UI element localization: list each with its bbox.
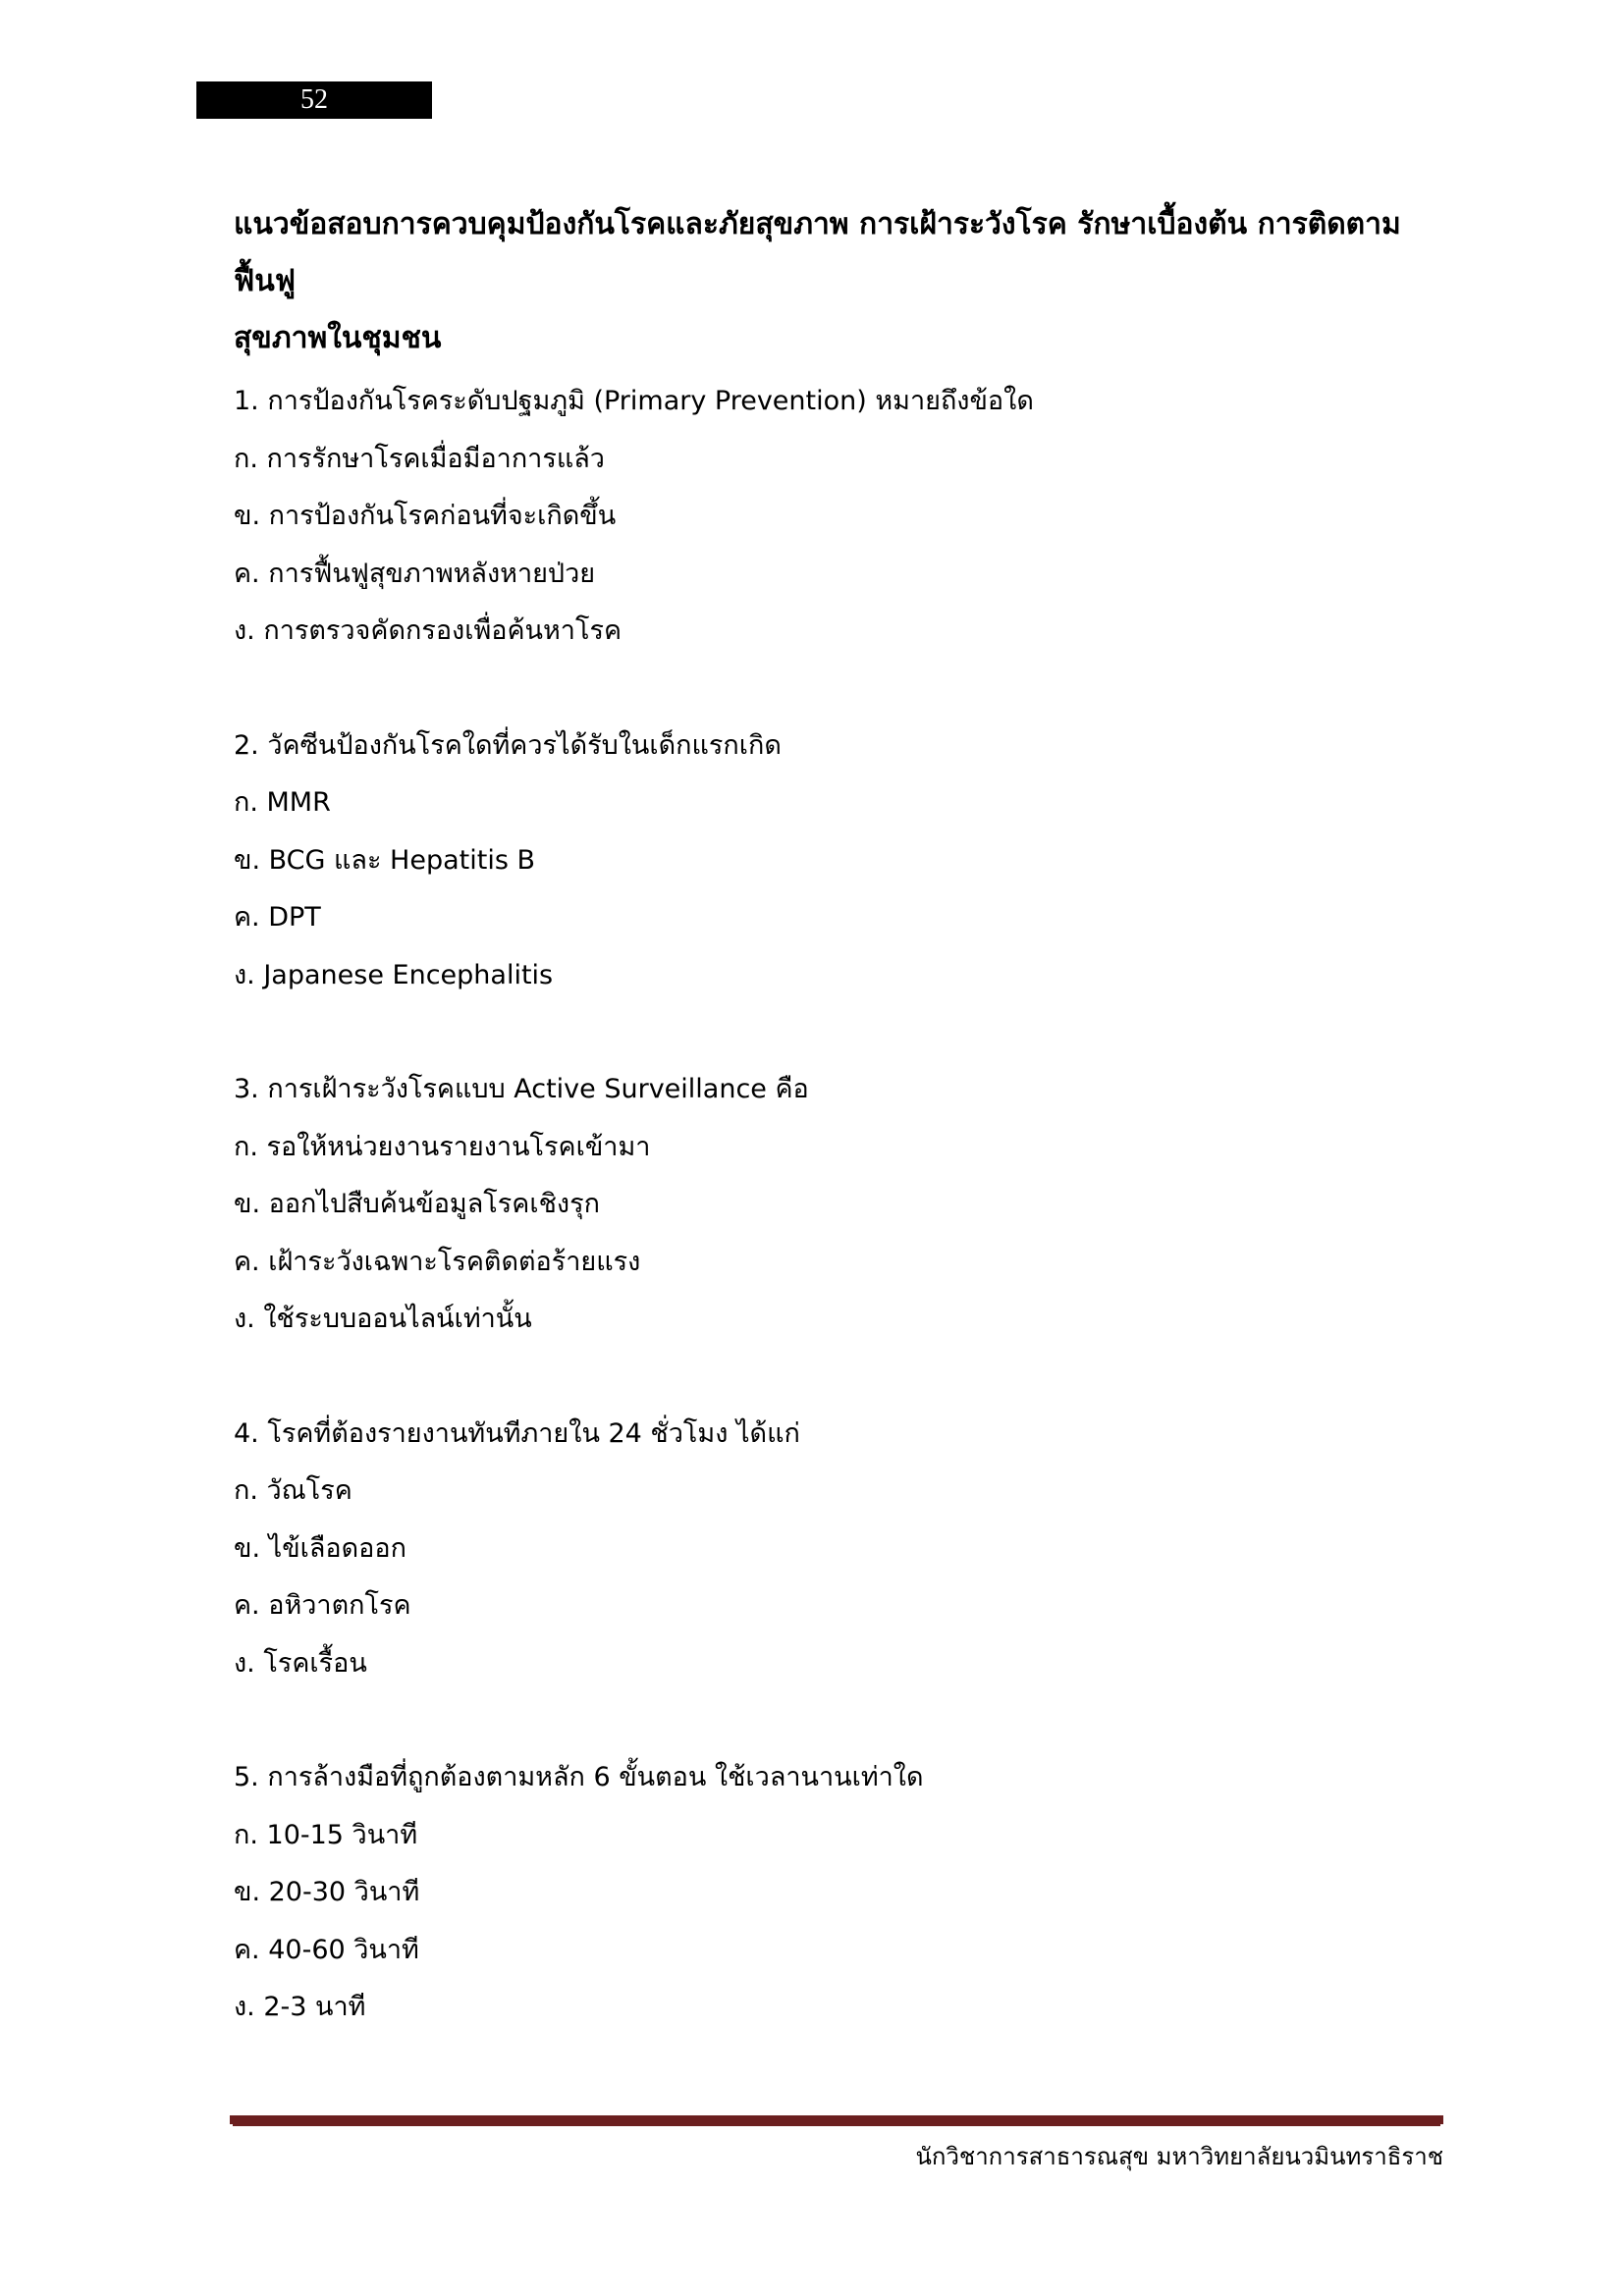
answer-option: ก. รอให้หน่วยงานรายงานโรคเข้ามา (234, 1131, 651, 1162)
answer-option: ข. 20-30 วินาที (234, 1877, 420, 1907)
page-number: 52 (196, 81, 432, 119)
question-text: 2. วัคซีนป้องกันโรคใดที่ควรได้รับในเด็กแรกเกิด (234, 729, 782, 761)
answer-option: ค. เฝ้าระวังเฉพาะโรคติดต่อร้ายแรง (234, 1246, 641, 1277)
answer-option: ข. ไข้เลือดออก (234, 1532, 406, 1564)
answer-option: ก. วัณโรค (234, 1475, 352, 1506)
answer-option: ก. MMR (234, 787, 331, 818)
question-5 (234, 1749, 1451, 2037)
footer-divider (230, 2115, 1443, 2124)
question-text: 4. โรคที่ต้องรายงานทันทีภายใน 24 ชั่วโมง ได้แก่ (234, 1417, 800, 1449)
question-text: 1. การป้องกันโรคระดับปฐมภูมิ (Primary Prevention) หมายถึงข้อใด (234, 386, 1034, 416)
answer-option: ค. การฟื้นฟูสุขภาพหลังหายป่วย (234, 558, 596, 589)
answer-option: ข. การป้องกันโรคก่อนที่จะเกิดขึ้น (234, 501, 617, 531)
question-4 (234, 1406, 1451, 1693)
answer-option: ค. DPT (234, 902, 321, 933)
page-title (234, 196, 1451, 367)
answer-option: ค. 40-60 วินาที (234, 1934, 419, 1965)
answer-option: ก. 10-15 วินาที (234, 1819, 418, 1850)
answer-option: ง. 2-3 นาที (234, 1992, 366, 2022)
answer-option: ค. อหิวาตกโรค (234, 1590, 411, 1621)
answer-option: ข. BCG และ Hepatitis B (234, 844, 536, 876)
question-list (234, 373, 1451, 2094)
answer-option: ง. ใช้ระบบออนไลน์เท่านั้น (234, 1304, 532, 1334)
question-3 (234, 1061, 1451, 1349)
answer-option: ง. Japanese Encephalitis (234, 959, 554, 990)
answer-option: ก. การรักษาโรคเมื่อมีอาการแล้ว (234, 443, 605, 474)
answer-option: ข. ออกไปสืบค้นข้อมูลโรคเชิงรุก (234, 1189, 600, 1219)
question-text: 5. การล้างมือที่ถูกต้องตามหลัก 6 ขั้นตอน ใช้เวลานานเท่าใด (234, 1762, 924, 1792)
footer-text: นักวิชาการสาธารณสุข มหาวิทยาลัยนวมินทราธิราช (915, 2143, 1443, 2170)
page-title-line-1: แนวข้อสอบการควบคุมป้องกันโรคและภัยสุขภาพ การเฝ้าระวังโรค รักษาเบื้องต้น การติดตามฟื้นฟู (234, 207, 1401, 298)
question-2 (234, 718, 1451, 1005)
answer-option: ง. การตรวจคัดกรองเพื่อค้นหาโรค (234, 615, 623, 646)
answer-option: ง. โรคเรื้อน (234, 1647, 367, 1679)
page-title-line-2: สุขภาพในชุมชน (234, 321, 442, 355)
question-text: 3. การเฝ้าระวังโรคแบบ Active Surveillance คือ (234, 1074, 809, 1104)
question-1 (234, 373, 1451, 661)
